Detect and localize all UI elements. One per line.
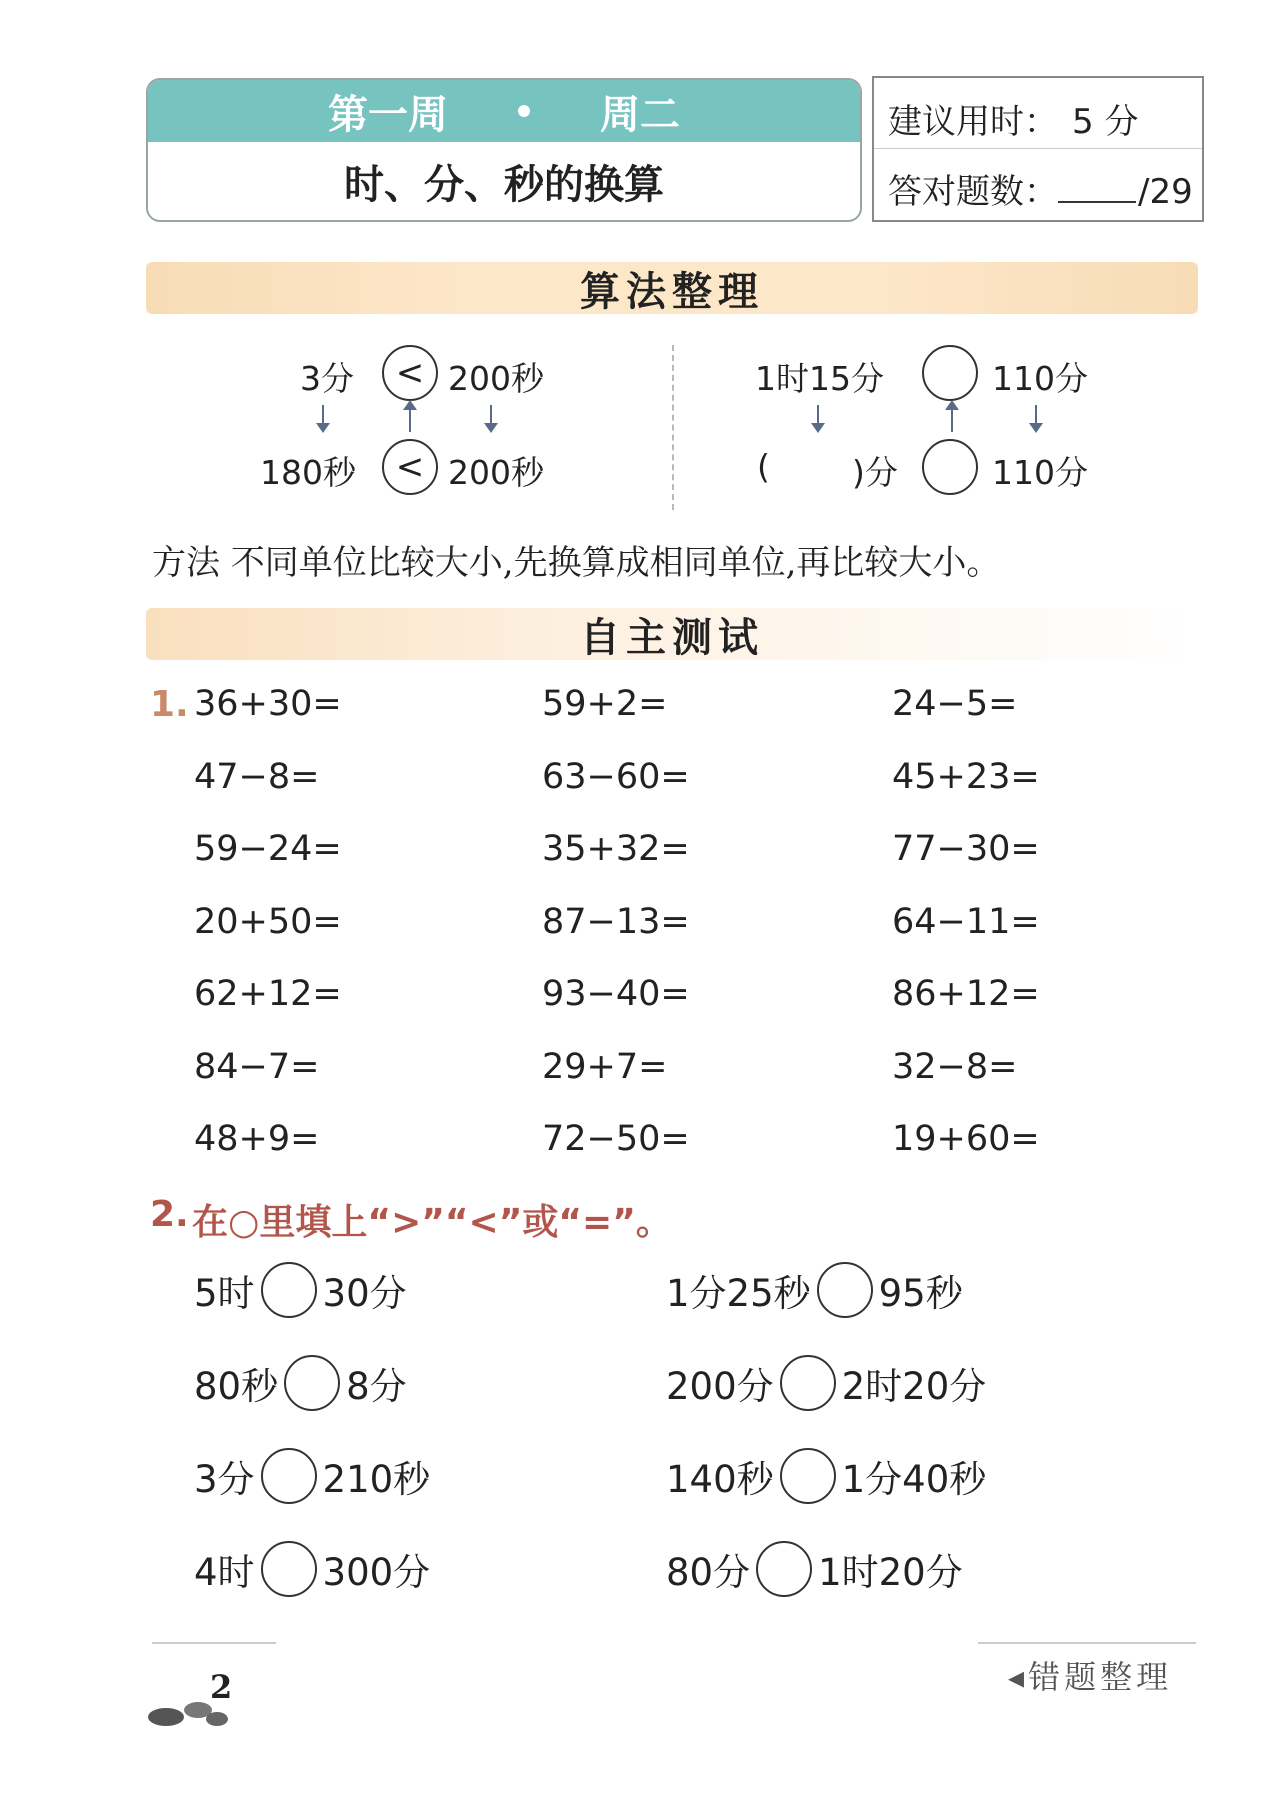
day-label: 周二: [600, 91, 680, 138]
q2-right-value: 1时20分: [818, 1551, 963, 1594]
left-r1-sign: <: [395, 353, 425, 393]
q2-comparison-item: [194, 1541, 430, 1597]
q1-problem: 87−13=: [542, 901, 690, 942]
down-arrow-icon: [322, 405, 324, 431]
q1-problem: 20+50=: [194, 901, 342, 942]
score-row: [888, 164, 1193, 213]
q1-problem: 59−24=: [194, 829, 342, 869]
method-text: 方法 不同单位比较大小,先换算成相同单位,再比较大小。: [152, 543, 1001, 583]
q1-problem: 24−5=: [892, 684, 1018, 724]
info-box: [872, 76, 1204, 222]
suggested-time: [888, 94, 1138, 143]
right-r2-circle[interactable]: [922, 439, 978, 495]
q2-answer-circle[interactable]: [284, 1355, 340, 1411]
q1-problem: 35+32=: [542, 829, 690, 869]
q1-answer-blank[interactable]: [344, 902, 454, 942]
q1-answer-blank[interactable]: [692, 684, 802, 724]
q2-right-value: 95秒: [878, 1272, 963, 1315]
q2-comparison-item: [666, 1541, 963, 1597]
q1-problem: 59+2=: [542, 684, 668, 724]
up-arrow-icon: [951, 402, 953, 432]
fish-decoration-icon: [148, 1700, 236, 1730]
q1-answer-blank[interactable]: [344, 829, 454, 869]
q1-problem: 36+30=: [194, 684, 342, 724]
lesson-title-box: [146, 78, 862, 222]
q2-right-value: 1分40秒: [841, 1458, 987, 1501]
q2-answer-circle[interactable]: [817, 1262, 873, 1318]
q1-answer-blank[interactable]: [1042, 974, 1152, 1014]
left-r2-circle: [382, 439, 438, 495]
q1-answer-blank[interactable]: [692, 1119, 802, 1159]
week-label: 第一周: [328, 91, 448, 138]
q2-right-value: 30分: [322, 1272, 407, 1315]
suggested-time-value: 5 分: [1072, 102, 1139, 142]
q2-left-value: 4时: [194, 1551, 255, 1594]
left-r1-circle: [382, 345, 438, 401]
q2-left-value: 3分: [194, 1458, 255, 1501]
q1-answer-blank[interactable]: [1042, 757, 1152, 797]
q1-problem: 47−8=: [194, 756, 320, 797]
right-r2-right: 110分: [992, 453, 1088, 492]
q1-answer-blank[interactable]: [692, 974, 802, 1014]
q1-problem: 84−7=: [194, 1046, 320, 1087]
q2-answer-circle[interactable]: [756, 1541, 812, 1597]
week-day-bar: [148, 80, 860, 142]
q2-instruction: 在○里填上“>”“<”或“=”。: [192, 1202, 672, 1243]
footer-right-line: [978, 1642, 1196, 1644]
left-r1-right: 200秒: [448, 359, 544, 398]
section-self-test-header: 自主测试: [146, 608, 1198, 660]
q2-comparison-item: [666, 1355, 986, 1411]
footer-left-line: [152, 1642, 276, 1644]
q2-number: 2.: [150, 1194, 189, 1235]
q1-problem: 48+9=: [194, 1119, 320, 1159]
q2-left-value: 80分: [666, 1551, 751, 1594]
q2-answer-circle[interactable]: [261, 1541, 317, 1597]
q1-problem: 72−50=: [542, 1119, 690, 1159]
separator-dot-icon: [518, 105, 530, 117]
right-r2-paren-close: )分: [852, 453, 898, 492]
q2-left-value: 80秒: [194, 1365, 279, 1408]
q1-answer-blank[interactable]: [1042, 829, 1152, 869]
q1-answer-blank[interactable]: [344, 1119, 454, 1159]
q1-answer-blank[interactable]: [692, 757, 802, 797]
q2-left-value: 1分25秒: [666, 1272, 811, 1315]
score-total: /29: [1138, 172, 1193, 212]
q1-answer-blank[interactable]: [692, 1047, 802, 1087]
q2-right-value: 300分: [322, 1551, 431, 1594]
q1-answer-blank[interactable]: [344, 757, 454, 797]
down-arrow-icon: [490, 405, 492, 431]
q1-answer-blank[interactable]: [692, 829, 802, 869]
q2-answer-circle[interactable]: [261, 1448, 317, 1504]
right-r1-left: 1时15分: [755, 359, 884, 398]
q1-problem: 19+60=: [892, 1119, 1040, 1159]
q1-problem: 86+12=: [892, 974, 1040, 1014]
q1-answer-blank[interactable]: [344, 684, 454, 724]
q1-answer-blank[interactable]: [1042, 1119, 1152, 1159]
info-divider: [874, 148, 1202, 149]
q2-comparison-item: [666, 1262, 963, 1318]
right-r1-circle[interactable]: [922, 345, 978, 401]
review-link[interactable]: ◂错题整理: [1008, 1658, 1173, 1696]
q2-comparison-item: [666, 1448, 986, 1504]
q1-answer-blank[interactable]: [692, 902, 802, 942]
right-r1-right: 110分: [992, 359, 1088, 398]
q2-comparison-item: [194, 1448, 430, 1504]
q2-right-value: 210秒: [322, 1458, 431, 1501]
left-r2-right: 200秒: [448, 453, 544, 492]
q1-number: 1.: [150, 684, 189, 725]
suggested-time-label: 建议用时：: [888, 102, 1058, 142]
q1-answer-blank[interactable]: [1042, 902, 1152, 942]
right-r2-paren-open: (: [757, 447, 770, 486]
q2-answer-circle[interactable]: [780, 1448, 836, 1504]
q2-answer-circle[interactable]: [261, 1262, 317, 1318]
left-r2-left: 180秒: [260, 453, 356, 492]
q1-problem: 29+7=: [542, 1046, 668, 1087]
q1-answer-blank[interactable]: [344, 1047, 454, 1087]
q1-problem: 63−60=: [542, 756, 690, 797]
q1-problem: 62+12=: [194, 974, 342, 1014]
q1-answer-blank[interactable]: [1042, 1047, 1152, 1087]
left-r2-sign: <: [395, 447, 425, 487]
q2-right-value: 8分: [346, 1365, 407, 1408]
page-number: 2: [210, 1668, 233, 1706]
up-arrow-icon: [409, 402, 411, 432]
score-blank[interactable]: [1058, 171, 1136, 203]
down-arrow-icon: [817, 405, 819, 431]
dashed-divider: [672, 345, 674, 510]
q1-problem: 64−11=: [892, 901, 1040, 942]
topic-title: 时、分、秒的换算: [344, 161, 664, 208]
q2-left-value: 140秒: [666, 1458, 774, 1501]
q1-answer-blank[interactable]: [344, 974, 454, 1014]
q2-left-value: 5时: [194, 1272, 255, 1315]
q1-problem: 93−40=: [542, 974, 690, 1014]
q2-comparison-item: [194, 1262, 407, 1318]
section-algorithm-header: 算法整理: [146, 262, 1198, 314]
q2-left-value: 200分: [666, 1365, 774, 1408]
q2-comparison-item: [194, 1355, 407, 1411]
down-arrow-icon: [1035, 405, 1037, 431]
q2-right-value: 2时20分: [841, 1365, 987, 1408]
right-r2-answer-blank[interactable]: [780, 447, 850, 487]
q1-problem: 32−8=: [892, 1046, 1018, 1087]
q1-answer-blank[interactable]: [1042, 684, 1152, 724]
q2-answer-circle[interactable]: [780, 1355, 836, 1411]
q1-problem: 45+23=: [892, 756, 1040, 797]
score-label: 答对题数：: [888, 172, 1058, 212]
q1-problem: 77−30=: [892, 829, 1040, 869]
left-r1-left: 3分: [300, 359, 354, 398]
